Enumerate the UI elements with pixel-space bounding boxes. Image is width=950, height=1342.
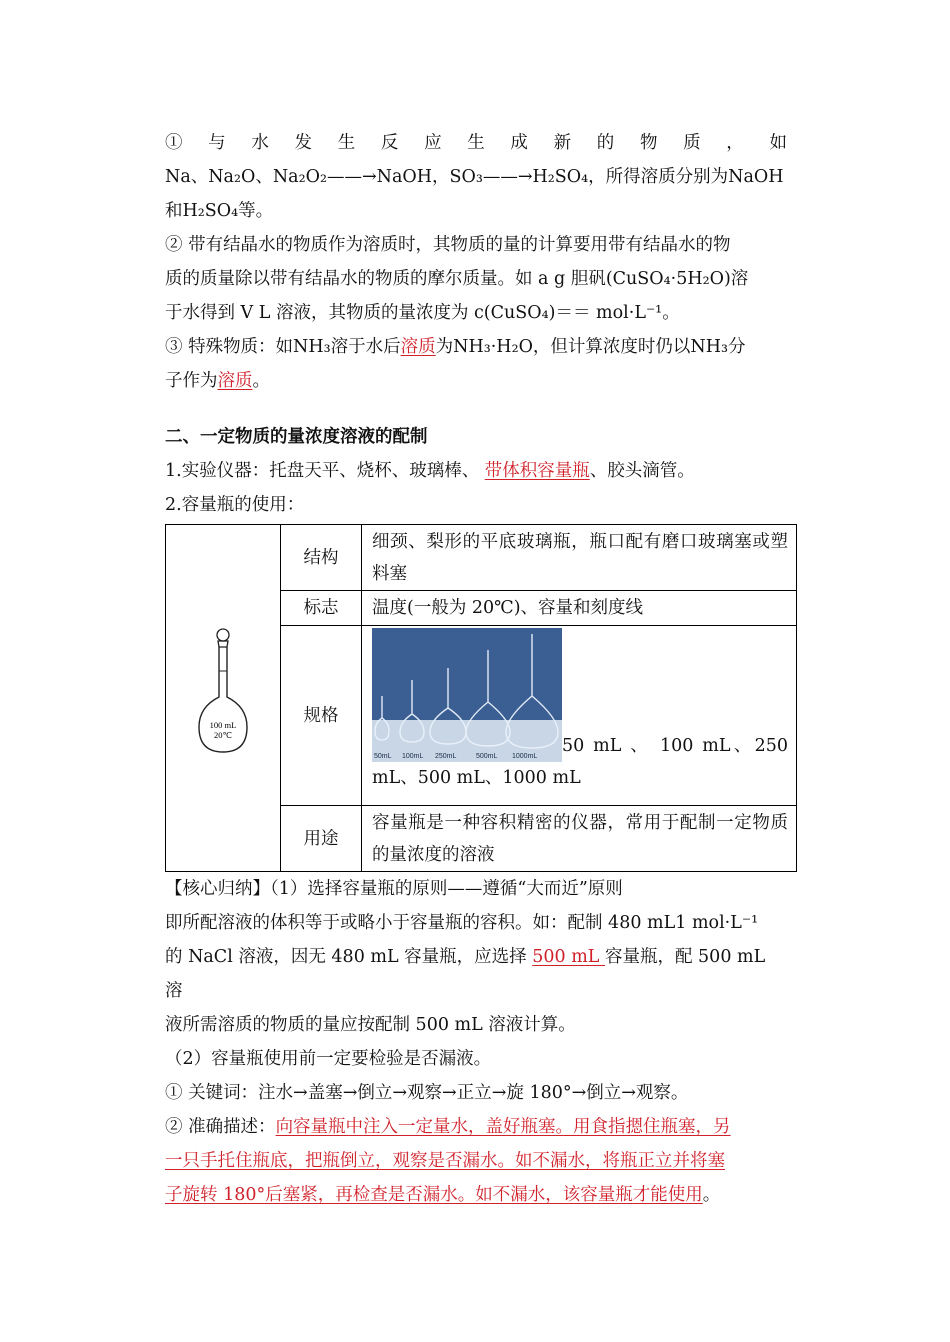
para2-line1: ② 带有结晶水的物质作为溶质时，其物质的量的计算要用带有结晶水的物 bbox=[165, 235, 731, 255]
photo-label-1000: 1000mL bbox=[512, 753, 538, 760]
instruments-text-a: 1.实验仪器：托盘天平、烧杯、玻璃棒、 bbox=[165, 461, 485, 481]
row-value-marking: 温度(一般为 20℃)、容量和刻度线 bbox=[362, 591, 797, 626]
row-label-spec: 规格 bbox=[281, 626, 362, 806]
para3-line1 bbox=[165, 330, 787, 364]
summary-line2: 即所配溶液的体积等于或略小于容量瓶的容积。如：配制 480 mL1 mol·L⁻¹ bbox=[165, 913, 759, 933]
summary-line7 bbox=[165, 1110, 787, 1144]
photo-label-250: 250mL bbox=[435, 753, 457, 760]
usage-title: 2.容量瓶的使用： bbox=[165, 495, 305, 515]
summary-line7-a: ② 准确描述： bbox=[165, 1117, 276, 1137]
flask-volume-label: 100 mL bbox=[209, 719, 237, 730]
row-label-structure: 结构 bbox=[281, 525, 362, 591]
para3-answer-1: 溶质 bbox=[400, 337, 436, 357]
flask-drawing-cell bbox=[166, 525, 281, 872]
instruments-text-b: 、胶头滴管。 bbox=[589, 461, 695, 481]
summary-line3-b: 容量瓶，配 500 mL 溶 bbox=[165, 947, 766, 1001]
summary-answer-leaktest-3: 子旋转 180°后塞紧，再检查是否漏水。如不漏水，该容量瓶才能使用 bbox=[165, 1185, 703, 1205]
para3-text-b: 为NH₃·H₂O，但计算浓度时仍以NH₃分 bbox=[435, 337, 746, 357]
photo-label-500: 500mL bbox=[476, 753, 498, 760]
flask-temp-label: 20℃ bbox=[213, 729, 233, 740]
para1-line1: ① 与 水 发 生 反 应 生 成 新 的 物 质 ， 如 bbox=[165, 133, 787, 153]
summary-line4: 液所需溶质的物质的量应按配制 500 mL 溶液计算。 bbox=[165, 1015, 576, 1035]
flasks-photo bbox=[372, 628, 562, 762]
para1-line3: 和H₂SO₄等。 bbox=[165, 201, 274, 221]
flask-spec-table bbox=[165, 524, 797, 872]
para3-text-c: 子作为 bbox=[165, 371, 218, 391]
row-value-use: 容量瓶是一种容积精密的仪器，常用于配制一定物质的量浓度的溶液 bbox=[362, 806, 797, 872]
volumetric-flask-icon bbox=[193, 627, 253, 759]
para1-line2: Na、Na₂O、Na₂O₂——→NaOH，SO₃——→H₂SO₄，所得溶质分别为NaOH bbox=[165, 167, 784, 187]
row-label-use: 用途 bbox=[281, 806, 362, 872]
photo-label-100: 100mL bbox=[402, 753, 424, 760]
summary-line9 bbox=[165, 1178, 787, 1212]
summary-line3-a: 的 NaCl 溶液，因无 480 mL 容量瓶，应选择 bbox=[165, 947, 533, 967]
row-label-marking: 标志 bbox=[281, 591, 362, 626]
summary-line3 bbox=[165, 940, 787, 1008]
summary-answer-leaktest-2: 一只手托住瓶底，把瓶倒立，观察是否漏水。如不漏水，将瓶正立并将塞 bbox=[165, 1151, 725, 1171]
document-page bbox=[165, 126, 787, 1212]
summary-line1: 【核心归纳】（1）选择容量瓶的原则——遵循“大而近”原则 bbox=[165, 879, 623, 899]
row-value-spec bbox=[362, 626, 797, 806]
para2-line2: 质的质量除以带有结晶水的物质的摩尔质量。如 a g 胆矾(CuSO₄·5H₂O)溶 bbox=[165, 269, 749, 289]
para3-text-d: 。 bbox=[252, 371, 270, 391]
instruments-answer: 带体积容量瓶 bbox=[484, 461, 590, 481]
spec-text: 50 mL 、 100 mL、250 mL、500 mL、1000 mL bbox=[372, 736, 788, 788]
row-value-structure: 细颈、梨形的平底玻璃瓶，瓶口配有磨口玻璃塞或塑料塞 bbox=[362, 525, 797, 591]
photo-label-50: 50mL bbox=[374, 753, 392, 760]
section-heading: 二、一定物质的量浓度溶液的配制 bbox=[165, 427, 428, 447]
summary-line5: （2）容量瓶使用前一定要检验是否漏液。 bbox=[165, 1049, 492, 1069]
summary-line8 bbox=[165, 1144, 787, 1178]
instruments-line bbox=[165, 454, 787, 488]
summary-line6: ① 关键词：注水→盖塞→倒立→观察→正立→旋 180°→倒立→观察。 bbox=[165, 1083, 689, 1103]
para2-line3: 于水得到 V L 溶液，其物质的量浓度为 c(CuSO₄)＝＝ mol·L⁻¹。 bbox=[165, 303, 680, 323]
para3-answer-2: 溶质 bbox=[217, 371, 253, 391]
summary-line9-end: 。 bbox=[702, 1185, 721, 1205]
summary-answer-volume: 500 mL bbox=[532, 947, 605, 967]
para3-text-a: ③ 特殊物质：如NH₃溶于水后 bbox=[165, 337, 401, 357]
summary-answer-leaktest-1: 向容量瓶中注入一定量水，盖好瓶塞。用食指摁住瓶塞，另 bbox=[275, 1117, 731, 1137]
para3-line2 bbox=[165, 364, 787, 398]
